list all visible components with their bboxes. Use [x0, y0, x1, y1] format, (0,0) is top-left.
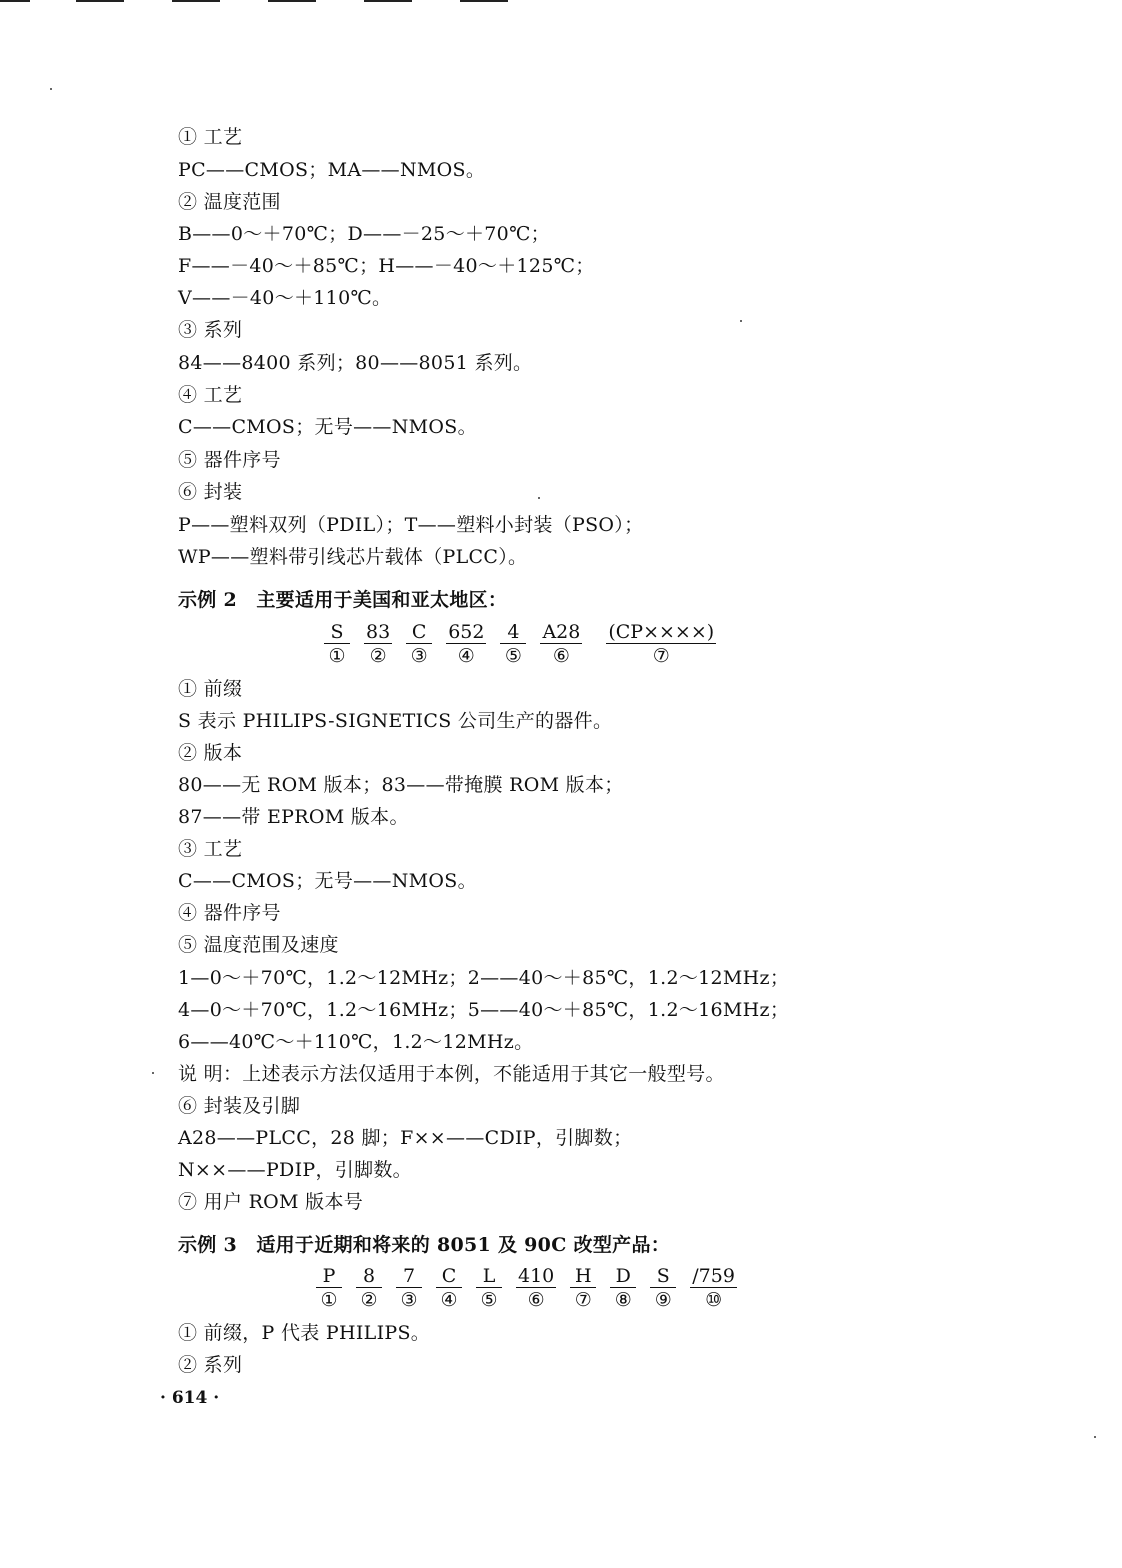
code-value: P [316, 1265, 342, 1288]
code-part [688, 1265, 739, 1312]
code-value: S [650, 1265, 676, 1288]
text-line: ③ 系列 [178, 319, 243, 341]
text-line: 1—0～＋70℃，1.2～12MHz；2——40～＋85℃，1.2～12MHz； [178, 967, 790, 989]
text-line: ① 前缀，P 代表 PHILIPS。 [178, 1322, 431, 1344]
code-index: ⑥ [527, 1289, 545, 1311]
code-part [514, 1265, 558, 1312]
code-value: 83 [366, 621, 391, 643]
text-line: V——－40～＋110℃。 [178, 287, 392, 309]
code-index: ④ [440, 1289, 458, 1311]
text-line: ⑤ 器件序号 [178, 449, 281, 471]
code-part [648, 1265, 678, 1312]
code-value: H [570, 1265, 596, 1288]
text-line: ③ 工艺 [178, 838, 243, 860]
code-part [608, 1265, 638, 1312]
text-line: 说 明：上述表示方法仅适用于本例，不能适用于其它一般型号。 [178, 1063, 725, 1085]
code-part [444, 621, 488, 668]
scan-speck [538, 497, 540, 499]
scan-speck [740, 320, 742, 322]
code-value: (CP××××) [608, 621, 715, 643]
text-line: ① 前缀 [178, 678, 243, 700]
code-index: ② [360, 1289, 378, 1311]
code-value: L [476, 1265, 502, 1288]
text-line: A28——PLCC，28 脚；F××——CDIP，引脚数； [178, 1127, 633, 1149]
text-line: N××——PDIP，引脚数。 [178, 1159, 412, 1181]
code-part [354, 1265, 384, 1312]
example-3-heading: 示例 3 适用于近期和将来的 8051 及 90C 改型产品： [178, 1234, 671, 1256]
text-line: ① 工艺 [178, 126, 243, 148]
code-index: ⑥ [552, 645, 570, 667]
code-part [404, 621, 434, 668]
top-rule [0, 0, 30, 2]
text-line: ⑦ 用户 ROM 版本号 [178, 1191, 364, 1213]
text-line: 4—0～＋70℃，1.2～16MHz；5——40～＋85℃，1.2～16MHz； [178, 999, 790, 1021]
text-line: ② 温度范围 [178, 191, 281, 213]
code-index: ⑩ [705, 1289, 723, 1311]
code-value: S [324, 621, 350, 644]
top-rule [460, 0, 508, 2]
page-number: · 614 · [160, 1388, 220, 1408]
scan-speck [152, 1072, 154, 1074]
text-line: B——0～＋70℃；D——－25～＋70℃； [178, 223, 550, 245]
text-line: 84——8400 系列；80——8051 系列。 [178, 352, 533, 374]
text-line: P——塑料双列（PDIL）；T——塑料小封装（PSO）； [178, 514, 644, 536]
code-value: C [436, 1265, 462, 1288]
code-value: D [610, 1265, 636, 1288]
text-line: ④ 工艺 [178, 384, 243, 406]
example-2-heading: 示例 2 主要适用于美国和亚太地区： [178, 589, 508, 611]
top-rule [172, 0, 220, 2]
example-2-code [322, 621, 718, 668]
code-index: ⑦ [652, 645, 670, 667]
text-line: ② 系列 [178, 1354, 243, 1376]
code-index: ① [328, 645, 346, 667]
code-index: ⑧ [614, 1289, 632, 1311]
code-index: ① [320, 1289, 338, 1311]
code-value: 7 [396, 1265, 422, 1288]
code-index: ⑨ [654, 1289, 672, 1311]
code-part [314, 1265, 344, 1312]
text-line: ② 版本 [178, 742, 243, 764]
code-part [362, 621, 394, 668]
text-line: PC——CMOS；MA——NMOS。 [178, 159, 486, 181]
top-rule [268, 0, 316, 2]
code-index: ④ [457, 645, 475, 667]
code-part [394, 1265, 424, 1312]
code-part [322, 621, 352, 668]
text-line: F——－40～＋85℃；H——－40～＋125℃； [178, 255, 595, 277]
top-rule [76, 0, 124, 2]
text-line: 87——带 EPROM 版本。 [178, 806, 409, 828]
code-index: ⑤ [504, 645, 522, 667]
text-line: ④ 器件序号 [178, 902, 281, 924]
code-value: /759 [692, 1265, 735, 1287]
text-line: C——CMOS；无号——NMOS。 [178, 416, 477, 438]
example-3-code [314, 1265, 739, 1312]
code-part [568, 1265, 598, 1312]
code-part [498, 621, 528, 668]
code-part [474, 1265, 504, 1312]
text-line: ⑥ 封装及引脚 [178, 1095, 301, 1117]
scan-speck [1094, 1436, 1096, 1438]
code-index: ⑦ [574, 1289, 592, 1311]
text-line: 6——40℃～＋110℃，1.2～12MHz。 [178, 1031, 534, 1053]
code-index: ⑤ [480, 1289, 498, 1311]
text-line: C——CMOS；无号——NMOS。 [178, 870, 477, 892]
text-line: ⑥ 封装 [178, 481, 243, 503]
code-index: ③ [400, 1289, 418, 1311]
code-part [538, 621, 584, 668]
code-value: 8 [356, 1265, 382, 1288]
code-part [434, 1265, 464, 1312]
code-value: 652 [448, 621, 485, 643]
code-value: C [406, 621, 432, 644]
code-index: ② [369, 645, 387, 667]
top-rule [364, 0, 412, 2]
code-value: A28 [542, 621, 581, 643]
code-value: 4 [500, 621, 526, 644]
code-part [604, 621, 718, 668]
text-line: S 表示 PHILIPS-SIGNETICS 公司生产的器件。 [178, 710, 613, 732]
text-line: 80——无 ROM 版本；83——带掩膜 ROM 版本； [178, 774, 624, 796]
scan-speck [50, 88, 52, 90]
code-value: 410 [518, 1265, 555, 1287]
code-index: ③ [410, 645, 428, 667]
text-line: ⑤ 温度范围及速度 [178, 934, 339, 956]
text-line: WP——塑料带引线芯片载体（PLCC）。 [178, 546, 528, 568]
